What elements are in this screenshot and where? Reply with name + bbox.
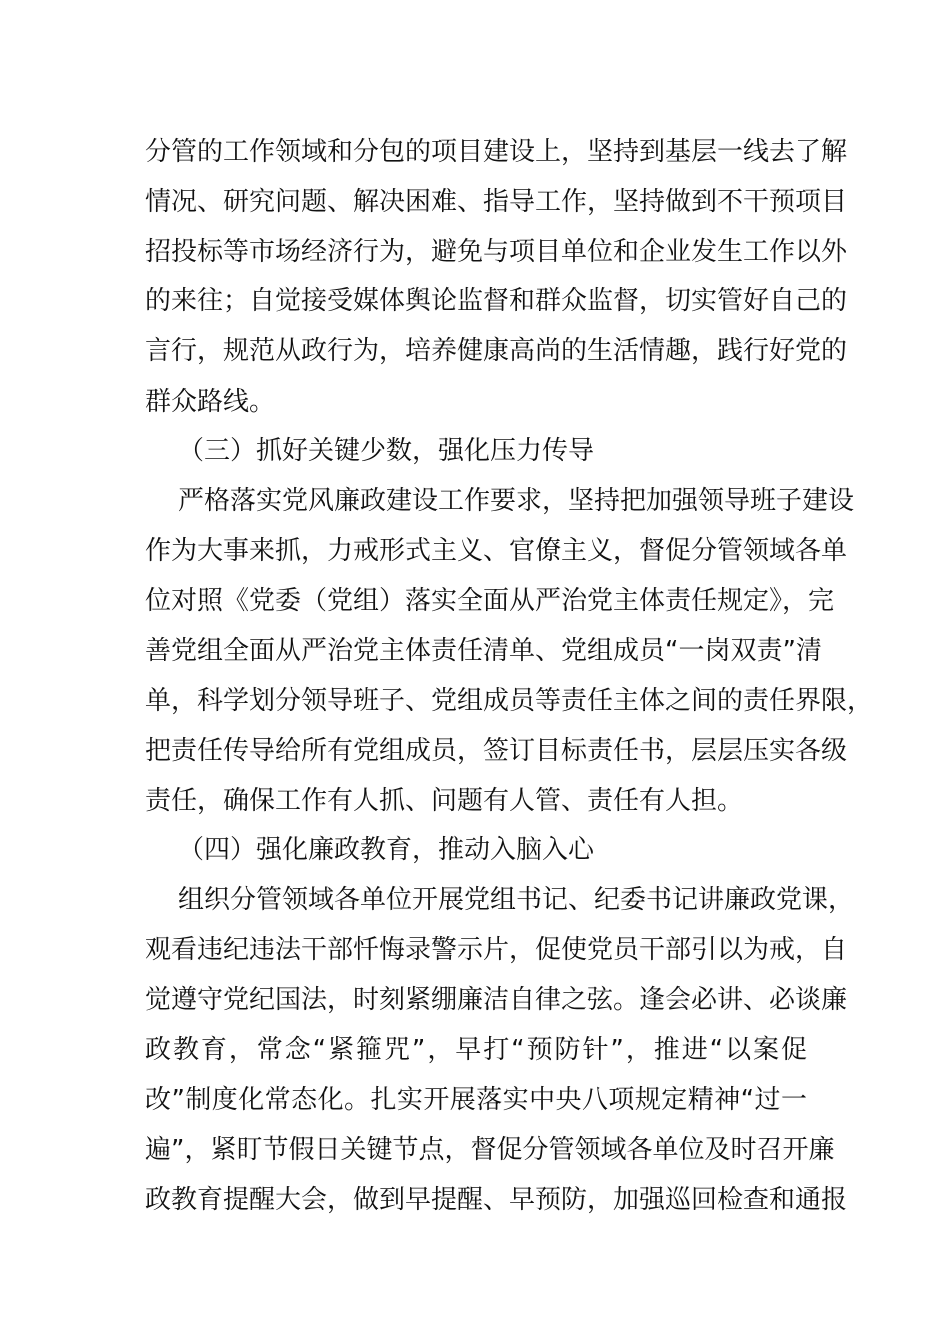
body-line: 责任，确保工作有人抓、问题有人管、责任有人担。 bbox=[145, 786, 744, 816]
body-line: 政教育，常念“紧箍咒”，早打“预防针”，推进“以案促 bbox=[145, 1035, 807, 1065]
body-line: 把责任传导给所有党组成员，签订目标责任书，层层压实各级 bbox=[145, 736, 848, 766]
body-line: 群众路线。 bbox=[145, 387, 276, 417]
paragraph-first-line: 组织分管领域各单位开展党组书记、纪委书记讲廉政党课， bbox=[178, 885, 855, 915]
body-line: 分管的工作领域和分包的项目建设上，坚持到基层一线去了解 bbox=[145, 137, 848, 167]
body-line: 情况、研究问题、解决困难、指导工作，坚持做到不干预项目 bbox=[145, 187, 848, 217]
body-line: 作为大事来抓，力戒形式主义、官僚主义，督促分管领域各单 bbox=[145, 536, 848, 566]
section-heading-four: （四）强化廉政教育，推动入脑入心 bbox=[178, 835, 595, 865]
body-line: 政教育提醒大会，做到早提醒、早预防，加强巡回检查和通报 bbox=[145, 1185, 848, 1215]
body-line: 位对照《党委（党组）落实全面从严治党主体责任规定》，完 bbox=[145, 586, 835, 616]
body-line: 单，科学划分领导班子、党组成员等责任主体之间的责任界限， bbox=[145, 686, 874, 716]
section-heading-three: （三）抓好关键少数，强化压力传导 bbox=[178, 436, 595, 466]
body-line: 招投标等市场经济行为，避免与项目单位和企业发生工作以外 bbox=[145, 237, 848, 267]
body-line: 的来往；自觉接受媒体舆论监督和群众监督，切实管好自己的 bbox=[145, 286, 848, 316]
paragraph-first-line: 严格落实党风廉政建设工作要求，坚持把加强领导班子建设 bbox=[178, 486, 855, 516]
body-line: 观看违纪违法干部忏悔录警示片，促使党员干部引以为戒，自 bbox=[145, 935, 848, 965]
body-line: 言行，规范从政行为，培养健康高尚的生活情趣，践行好党的 bbox=[145, 336, 848, 366]
body-line: 遍”，紧盯节假日关键节点，督促分管领域各单位及时召开廉 bbox=[145, 1135, 835, 1165]
body-line: 善党组全面从严治党主体责任清单、党组成员“一岗双责”清 bbox=[145, 636, 822, 666]
body-line: 觉遵守党纪国法，时刻紧绷廉洁自律之弦。逢会必讲、必谈廉 bbox=[145, 985, 848, 1015]
body-line: 改”制度化常态化。扎实开展落实中央八项规定精神“过一 bbox=[145, 1085, 807, 1115]
